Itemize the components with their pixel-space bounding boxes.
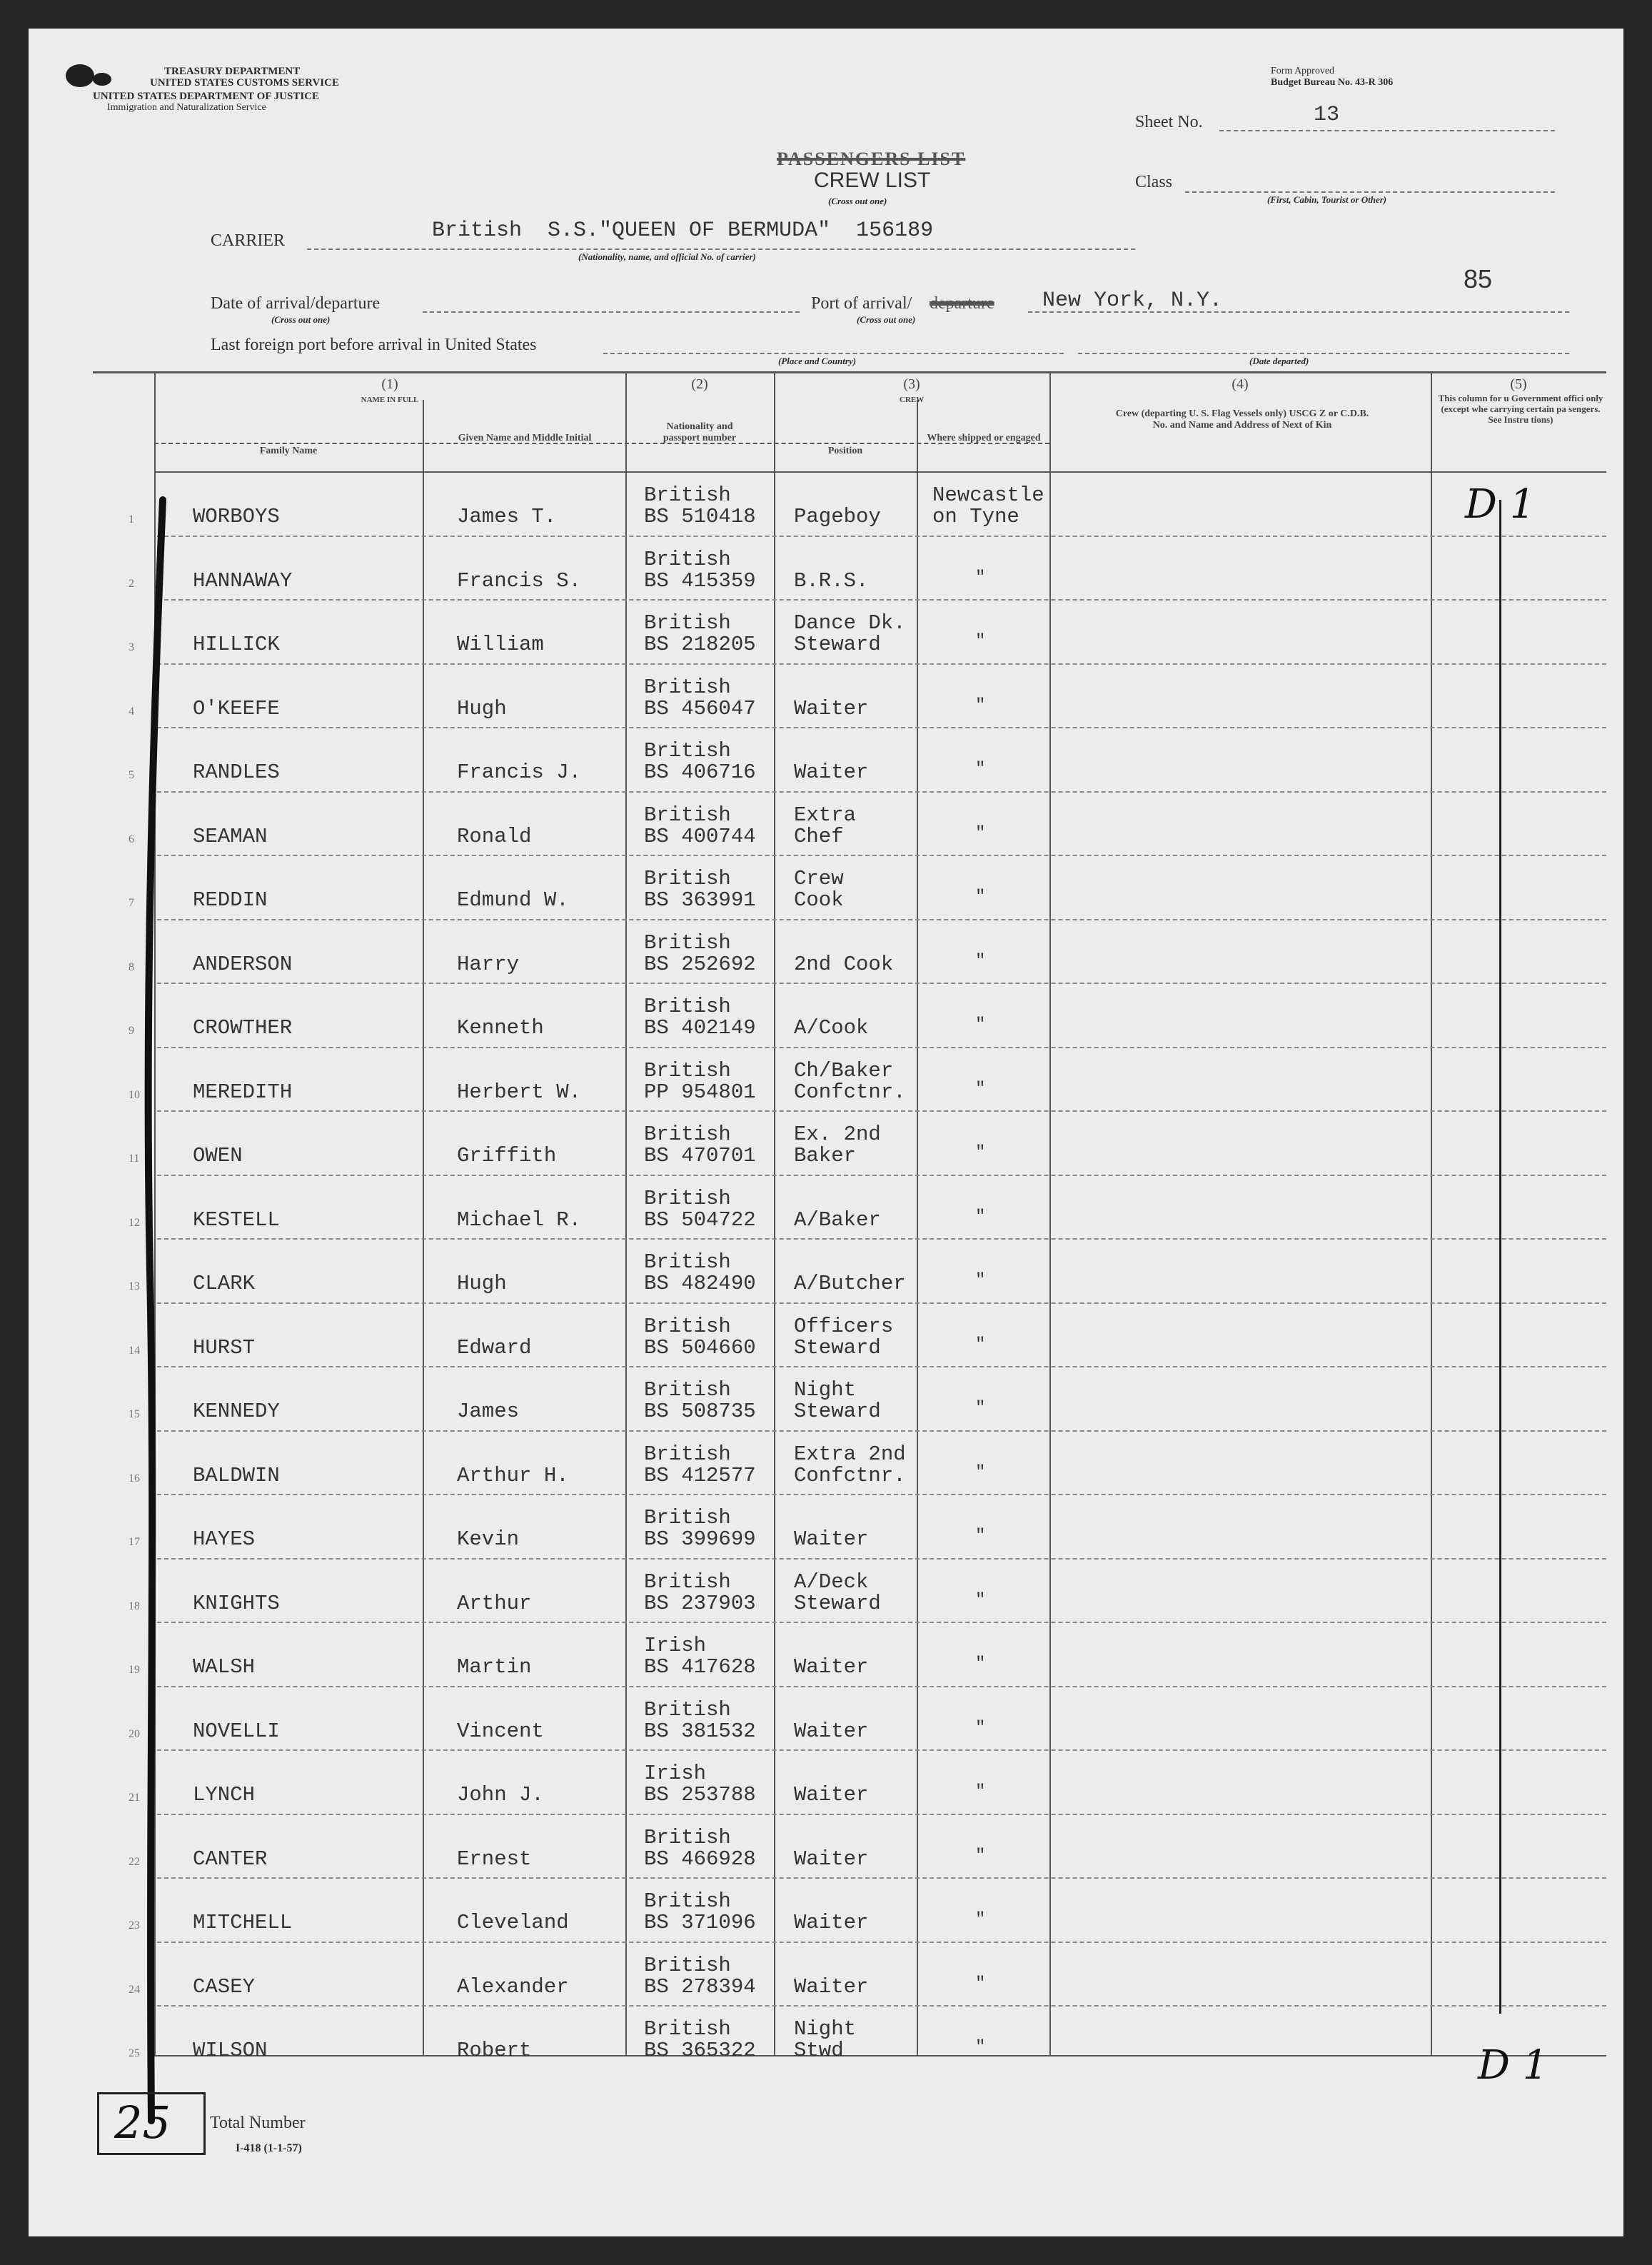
given-name: Arthur <box>457 1591 532 1615</box>
passport-number: BS 482490 <box>644 1272 756 1295</box>
position-header: Position <box>827 446 863 456</box>
given-name: John J. <box>457 1783 544 1807</box>
row-number: 14 <box>129 1344 140 1357</box>
position: Waiter <box>794 1911 869 1934</box>
given-name: James T. <box>457 505 557 528</box>
last-port-line <box>603 353 1064 354</box>
position: A/Deck <box>794 1570 869 1594</box>
struck-title: PASSENGERS LIST <box>777 149 966 169</box>
shipped-from: " <box>975 1143 986 1162</box>
position: Waiter <box>794 696 869 720</box>
row-number: 4 <box>129 705 134 718</box>
position-line-2: Confctnr. <box>794 1463 906 1487</box>
port-hint: (Cross out one) <box>857 314 916 325</box>
shipped-from: " <box>975 1974 986 1994</box>
shipped-from: " <box>975 1207 986 1227</box>
row-divider <box>157 1238 1606 1240</box>
form-approved: Form Approved <box>1271 66 1335 76</box>
given-name: Herbert W. <box>457 1080 582 1104</box>
left-bracket-mark <box>134 486 170 2128</box>
row-divider <box>157 1622 1606 1623</box>
row-divider <box>157 919 1606 920</box>
passport-number: BS 278394 <box>644 1974 756 1999</box>
row-divider <box>157 1942 1606 1943</box>
family-name: REDDIN <box>193 888 268 912</box>
date-departed-line <box>1078 353 1569 354</box>
position: Officers <box>794 1314 894 1338</box>
position: Night <box>794 1378 857 1402</box>
row-number: 3 <box>129 641 134 653</box>
passport-number: BS 400744 <box>644 824 756 848</box>
family-name-header: Family Name <box>259 446 318 456</box>
row-divider <box>157 1302 1606 1304</box>
row-divider <box>157 1047 1606 1048</box>
position: Night <box>794 2017 857 2041</box>
nationality: British <box>644 1058 731 1083</box>
row-number: 1 <box>129 513 134 526</box>
nationality: British <box>644 1953 731 1977</box>
top-mark: D 1 <box>1465 481 1536 528</box>
nationality: Irish <box>644 1762 707 1785</box>
family-name: RANDLES <box>193 760 280 784</box>
row-number: 7 <box>129 897 134 909</box>
nationality: British <box>644 867 731 890</box>
position: 2nd Cook <box>794 952 894 976</box>
position-line-2: Cook <box>794 888 844 912</box>
shipped-from: " <box>975 888 986 907</box>
row-divider <box>157 2005 1606 2007</box>
col-line-1 <box>423 400 424 2055</box>
row-number: 22 <box>129 1855 140 1868</box>
row-divider <box>157 1814 1606 1815</box>
family-name: BALDWIN <box>193 1463 280 1487</box>
family-name: ANDERSON <box>193 952 293 976</box>
position: Crew <box>794 867 844 890</box>
agency-line-1: TREASURY DEPARTMENT <box>164 66 301 77</box>
port-value: New York, N.Y. <box>1042 288 1223 313</box>
date-line <box>423 311 800 313</box>
row-divider <box>157 536 1606 537</box>
nationality: British <box>644 1250 731 1274</box>
family-name: HURST <box>193 1335 256 1360</box>
row-divider <box>157 983 1606 984</box>
row-number: 9 <box>129 1025 134 1037</box>
position-line-2: Confctnr. <box>794 1080 906 1104</box>
shipped-from: " <box>975 1335 986 1355</box>
family-name: WALSH <box>193 1655 256 1679</box>
row-number: 20 <box>129 1727 140 1740</box>
shipped-from: " <box>975 1462 986 1482</box>
family-name: NOVELLI <box>193 1719 280 1743</box>
nationality: British <box>644 1570 731 1594</box>
row-divider <box>157 1877 1606 1879</box>
col-line-2 <box>625 371 627 2055</box>
nationality: British <box>644 2017 731 2041</box>
row-divider <box>157 1366 1606 1367</box>
nationality: British <box>644 1378 731 1402</box>
port-line <box>1028 311 1569 313</box>
place-hint: (Place and Country) <box>778 356 857 366</box>
agency-line-2: UNITED STATES CUSTOMS SERVICE <box>150 77 339 89</box>
row-divider <box>157 855 1606 856</box>
passport-number: BS 456047 <box>644 696 756 720</box>
crew-list-title: CREW LIST <box>814 169 931 192</box>
row-number: 13 <box>129 1280 140 1292</box>
col5-number: (5) <box>1510 376 1527 392</box>
position-line-2: Steward <box>794 1591 881 1615</box>
given-name: Ernest <box>457 1847 532 1871</box>
total-count: 25 <box>114 2096 171 2149</box>
class-hint: (First, Cabin, Tourist or Other) <box>1267 194 1387 205</box>
family-name: CANTER <box>193 1847 268 1871</box>
family-name: SEAMAN <box>193 824 268 848</box>
nationality: British <box>644 803 731 827</box>
given-name: Kevin <box>457 1527 520 1551</box>
family-name: CLARK <box>193 1272 256 1295</box>
given-name: Robert <box>457 2039 532 2062</box>
carrier-value: British S.S."QUEEN OF BERMUDA" 156189 <box>432 219 934 243</box>
given-name: Vincent <box>457 1719 544 1743</box>
carrier-label: CARRIER <box>211 231 286 250</box>
row-divider <box>157 1558 1606 1560</box>
row-divider <box>157 1175 1606 1176</box>
family-name: MEREDITH <box>193 1080 293 1104</box>
given-name: Francis S. <box>457 568 582 593</box>
nationality: British <box>644 483 731 507</box>
passport-number: BS 412577 <box>644 1463 756 1487</box>
row-number: 18 <box>129 1599 140 1612</box>
row-number: 11 <box>129 1152 140 1165</box>
row-number: 8 <box>129 960 134 973</box>
position: Pageboy <box>794 505 881 528</box>
shipped-from: " <box>975 1271 986 1290</box>
given-name: Edward <box>457 1335 532 1360</box>
position-line-2: Steward <box>794 633 881 656</box>
row-divider <box>157 791 1606 793</box>
nationality: British <box>644 1442 731 1466</box>
position: Extra 2nd <box>794 1442 906 1466</box>
col-line-4 <box>917 400 918 2055</box>
passport-number: BS 363991 <box>644 888 756 912</box>
position: A/Butcher <box>794 1272 906 1295</box>
given-name: Hugh <box>457 1272 507 1295</box>
position: Waiter <box>794 1719 869 1743</box>
row-divider <box>157 727 1606 728</box>
passport-number: BS 399699 <box>644 1527 756 1551</box>
row-divider <box>157 1110 1606 1112</box>
given-name: Edmund W. <box>457 888 569 912</box>
family-name: O'KEEFE <box>193 696 280 720</box>
table-top-rule <box>93 371 1606 373</box>
row-number: 23 <box>129 1919 140 1932</box>
nationality: British <box>644 547 731 571</box>
form-number: I-418 (1-1-57) <box>236 2142 302 2154</box>
shipped-from: " <box>975 1527 986 1546</box>
family-name: OWEN <box>193 1144 243 1167</box>
carrier-hint: (Nationality, name, and official No. of carrier) <box>578 251 756 262</box>
nationality: British <box>644 1697 731 1722</box>
shipped-from: " <box>975 951 986 971</box>
position: B.R.S. <box>794 568 869 593</box>
col4-number: (4) <box>1232 376 1249 392</box>
passport-number: BS 466928 <box>644 1847 756 1871</box>
nationality: British <box>644 675 731 699</box>
nationality: British <box>644 1506 731 1530</box>
family-name: KESTELL <box>193 1207 280 1232</box>
passport-number: BS 365322 <box>644 2039 756 2062</box>
passport-number: BS 508735 <box>644 1400 756 1423</box>
row-number: 17 <box>129 1536 140 1548</box>
family-name: LYNCH <box>193 1783 256 1807</box>
family-name: WORBOYS <box>193 505 280 528</box>
nationality: British <box>644 1825 731 1849</box>
right-vertical-mark <box>1499 500 1501 2014</box>
passport-number: BS 253788 <box>644 1783 756 1807</box>
position: Waiter <box>794 1655 869 1679</box>
passport-number: BS 371096 <box>644 1911 756 1934</box>
budget-bureau: Budget Bureau No. 43-R 306 <box>1271 77 1394 88</box>
passport-number: BS 381532 <box>644 1719 756 1743</box>
col2-number: (2) <box>691 376 708 392</box>
given-name-header: Given Name and Middle Initial <box>458 433 592 443</box>
row-divider <box>157 1749 1606 1751</box>
nationality: British <box>644 1314 731 1338</box>
agency-line-4: Immigration and Naturalization Service <box>107 102 266 113</box>
shipped-from: " <box>975 823 986 843</box>
col4-title: Crew (departing U. S. Flag Vessels only) USCG Z or C.D.B. No. and Name and Address of Next of Kin <box>1115 408 1369 431</box>
row-number: 16 <box>129 1472 140 1485</box>
shipped-from: " <box>975 1910 986 1929</box>
passport-number: BS 402149 <box>644 1016 756 1040</box>
position-line-2: Steward <box>794 1335 881 1360</box>
nationality: British <box>644 1186 731 1210</box>
position: Extra <box>794 803 857 827</box>
position: Ch/Baker <box>794 1058 894 1083</box>
agency-line-3: UNITED STATES DEPARTMENT OF JUSTICE <box>93 91 320 102</box>
family-name: CASEY <box>193 1974 256 1999</box>
passport-number: BS 504722 <box>644 1207 756 1232</box>
shipped-from-line-2: on Tyne <box>932 505 1019 528</box>
row-number: 21 <box>129 1792 140 1804</box>
shipped-from: " <box>975 760 986 779</box>
row-divider <box>157 1430 1606 1432</box>
nationality: British <box>644 611 731 635</box>
given-name: William <box>457 633 544 656</box>
family-name: HILLICK <box>193 633 280 656</box>
row-divider <box>157 599 1606 601</box>
date-label: Date of arrival/departure <box>211 294 381 313</box>
port-label: Port of arrival/ <box>811 294 912 313</box>
position: A/Cook <box>794 1016 869 1040</box>
family-name: HAYES <box>193 1527 256 1551</box>
family-name: HANNAWAY <box>193 568 293 593</box>
row-divider <box>157 1686 1606 1687</box>
agency-seal-blot <box>66 64 94 87</box>
shipped-from: " <box>975 1015 986 1035</box>
shipped-from: " <box>975 1718 986 1738</box>
row-number: 2 <box>129 577 134 590</box>
shipped-from: " <box>975 2038 986 2057</box>
position: Waiter <box>794 1527 869 1551</box>
position-line-2: Stwd <box>794 2039 844 2062</box>
col1-number: (1) <box>381 376 398 392</box>
nationality: British <box>644 930 731 955</box>
given-name: Ronald <box>457 824 532 848</box>
row-number: 24 <box>129 1983 140 1996</box>
col1-title: NAME IN FULL <box>361 396 419 404</box>
shipped-header: Where shipped or engaged <box>927 433 1041 443</box>
position-line-2: Steward <box>794 1400 881 1423</box>
col-line-6 <box>1431 371 1432 2055</box>
nationality: British <box>644 739 731 763</box>
position: Dance Dk. <box>794 611 906 635</box>
col5-title: This column for u Government offici only (except whe carrying certain pa sengers. See Instru tions) <box>1438 393 1603 425</box>
shipped-from: " <box>975 1079 986 1099</box>
shipped-from: " <box>975 632 986 651</box>
shipped-from: " <box>975 1846 986 1866</box>
family-name: CROWTHER <box>193 1016 293 1040</box>
passport-number: BS 218205 <box>644 633 756 656</box>
passport-number: PP 954801 <box>644 1080 756 1104</box>
given-name: Alexander <box>457 1974 569 1999</box>
position: Waiter <box>794 1974 869 1999</box>
position: Waiter <box>794 1847 869 1871</box>
page-number: 85 <box>1464 264 1493 293</box>
given-name: James <box>457 1400 520 1423</box>
passport-number: BS 470701 <box>644 1144 756 1167</box>
row-divider <box>157 1494 1606 1495</box>
nationality: Irish <box>644 1634 707 1657</box>
passport-number: BS 504660 <box>644 1335 756 1360</box>
subheader-rule <box>154 443 1049 444</box>
row-number: 6 <box>129 833 134 845</box>
family-name: MITCHELL <box>193 1911 293 1934</box>
family-name: KNIGHTS <box>193 1591 280 1615</box>
nationality-header: Nationality and passport number <box>663 421 737 443</box>
date-departed-hint: (Date departed) <box>1249 356 1309 366</box>
nationality: British <box>644 1123 731 1146</box>
title-hint: (Cross out one) <box>828 196 887 206</box>
passport-number: BS 252692 <box>644 952 756 976</box>
class-label: Class <box>1135 173 1173 191</box>
last-port-label: Last foreign port before arrival in United States <box>211 336 537 354</box>
given-name: Arthur H. <box>457 1463 569 1487</box>
shipped-from: " <box>975 1590 986 1610</box>
crew-header: CREW <box>899 396 925 404</box>
nationality: British <box>644 995 731 1018</box>
row-number: 12 <box>129 1216 140 1229</box>
shipped-from: Newcastle <box>932 483 1044 507</box>
given-name: Francis J. <box>457 760 582 784</box>
sheet-label: Sheet No. <box>1135 113 1203 131</box>
table-bottom-rule <box>154 2055 1606 2056</box>
passport-number: BS 417628 <box>644 1655 756 1679</box>
row-number: 10 <box>129 1088 140 1101</box>
sheet-line <box>1219 130 1555 131</box>
passport-number: BS 406716 <box>644 760 756 784</box>
position: Ex. 2nd <box>794 1123 881 1146</box>
row-number: 15 <box>129 1408 140 1420</box>
given-name: Hugh <box>457 696 507 720</box>
row-number: 5 <box>129 769 134 781</box>
family-name: KENNEDY <box>193 1400 280 1423</box>
shipped-from: " <box>975 695 986 715</box>
family-name: WILSON <box>193 2039 268 2062</box>
port-struck: departure <box>930 294 994 313</box>
col3-number: (3) <box>903 376 920 392</box>
row-divider <box>157 663 1606 665</box>
passport-number: BS 510418 <box>644 505 756 528</box>
shipped-from: " <box>975 568 986 588</box>
position-line-2: Baker <box>794 1144 857 1167</box>
nationality: British <box>644 1889 731 1913</box>
shipped-from: " <box>975 1399 986 1418</box>
col-line-3 <box>774 371 775 2055</box>
given-name: Michael R. <box>457 1207 582 1232</box>
given-name: Martin <box>457 1655 532 1679</box>
given-name: Harry <box>457 952 520 976</box>
bottom-mark: D 1 <box>1478 2042 1548 2089</box>
sheet-number: 13 <box>1314 103 1340 127</box>
shipped-from: " <box>975 1782 986 1802</box>
given-name: Griffith <box>457 1144 557 1167</box>
position-line-2: Chef <box>794 824 844 848</box>
shipped-from: " <box>975 1654 986 1674</box>
given-name: Cleveland <box>457 1911 569 1934</box>
position: Waiter <box>794 760 869 784</box>
date-hint: (Cross out one) <box>271 314 331 325</box>
class-line <box>1185 191 1555 193</box>
total-number-label: Total Number <box>210 2114 306 2132</box>
header-bottom-rule <box>154 471 1606 473</box>
col-line-5 <box>1049 371 1051 2055</box>
carrier-line <box>307 248 1135 250</box>
document-page <box>29 29 1623 2236</box>
row-number: 25 <box>129 2047 140 2059</box>
passport-number: BS 237903 <box>644 1591 756 1615</box>
given-name: Kenneth <box>457 1016 544 1040</box>
passport-number: BS 415359 <box>644 568 756 593</box>
row-number: 19 <box>129 1664 140 1676</box>
position: Waiter <box>794 1783 869 1807</box>
position: A/Baker <box>794 1207 881 1232</box>
agency-seal-blot-2 <box>93 73 111 86</box>
